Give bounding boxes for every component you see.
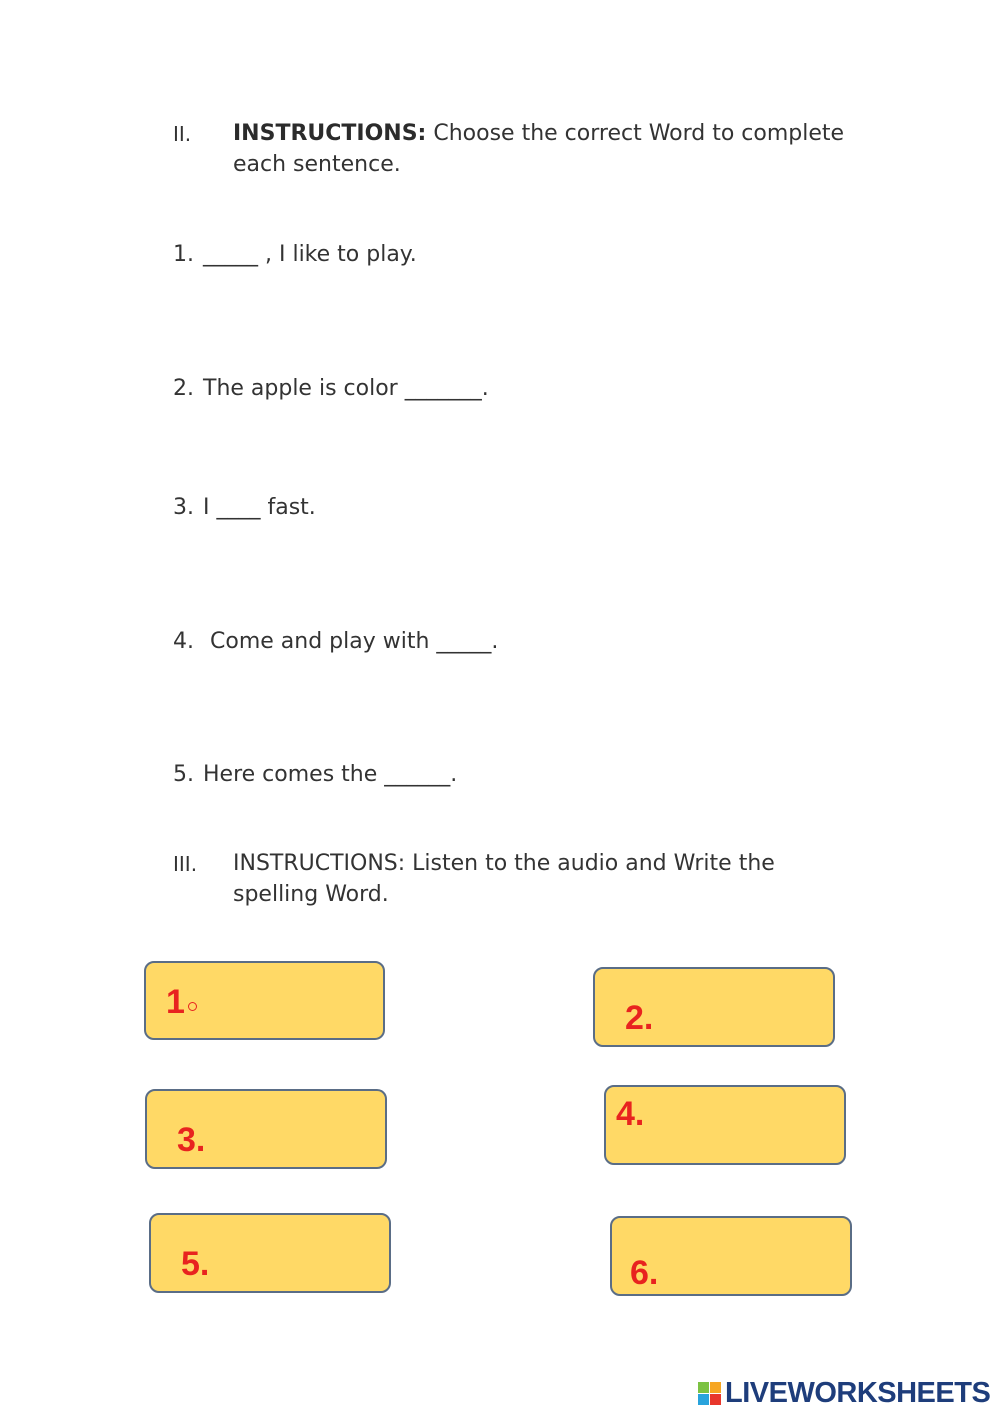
question-3 bbox=[173, 492, 316, 523]
section-3-numeral: III. bbox=[173, 852, 198, 876]
answer-box-label: 4. bbox=[616, 1095, 645, 1133]
question-5 bbox=[173, 759, 457, 790]
answer-box-label: 5. bbox=[181, 1245, 210, 1283]
question-text: Here comes the ______. bbox=[203, 762, 458, 787]
question-1 bbox=[173, 239, 417, 270]
question-number: 2. bbox=[173, 376, 194, 401]
circle-dot-icon bbox=[188, 1002, 197, 1011]
question-text: Come and play with _____. bbox=[203, 629, 499, 654]
answer-box-label: 2. bbox=[625, 999, 654, 1037]
question-4 bbox=[173, 626, 498, 657]
section-3-instructions: INSTRUCTIONS: Listen to the audio and Write the spelling Word. bbox=[233, 851, 775, 907]
answer-box-label: 1 bbox=[166, 983, 197, 1022]
logo-grid-icon bbox=[698, 1382, 721, 1405]
answer-box-1[interactable] bbox=[144, 961, 385, 1040]
question-2 bbox=[173, 373, 489, 404]
question-number: 3. bbox=[173, 495, 194, 520]
liveworksheets-logo bbox=[698, 1378, 990, 1408]
question-text: I ____ fast. bbox=[203, 495, 316, 520]
answer-box-4[interactable] bbox=[604, 1085, 846, 1165]
instructions-label: INSTRUCTIONS: bbox=[233, 121, 427, 146]
answer-box-5[interactable] bbox=[149, 1213, 391, 1293]
answer-box-3[interactable] bbox=[145, 1089, 387, 1169]
answer-box-label: 6. bbox=[630, 1254, 659, 1292]
instructions-text: Choose the correct Word to complete each sentence. bbox=[233, 121, 845, 177]
logo-text: LIVEWORKSHEETS bbox=[725, 1376, 991, 1409]
answer-box-label: 3. bbox=[177, 1121, 206, 1159]
section-2-numeral: II. bbox=[173, 122, 192, 146]
answer-box-6[interactable] bbox=[610, 1216, 852, 1296]
question-text: _____ , I like to play. bbox=[203, 242, 417, 267]
question-text: The apple is color _______. bbox=[203, 376, 489, 401]
answer-box-2[interactable] bbox=[593, 967, 835, 1047]
question-number: 1. bbox=[173, 242, 194, 267]
question-number: 4. bbox=[173, 629, 194, 654]
question-number: 5. bbox=[173, 762, 194, 787]
section-2-instructions bbox=[233, 118, 873, 180]
